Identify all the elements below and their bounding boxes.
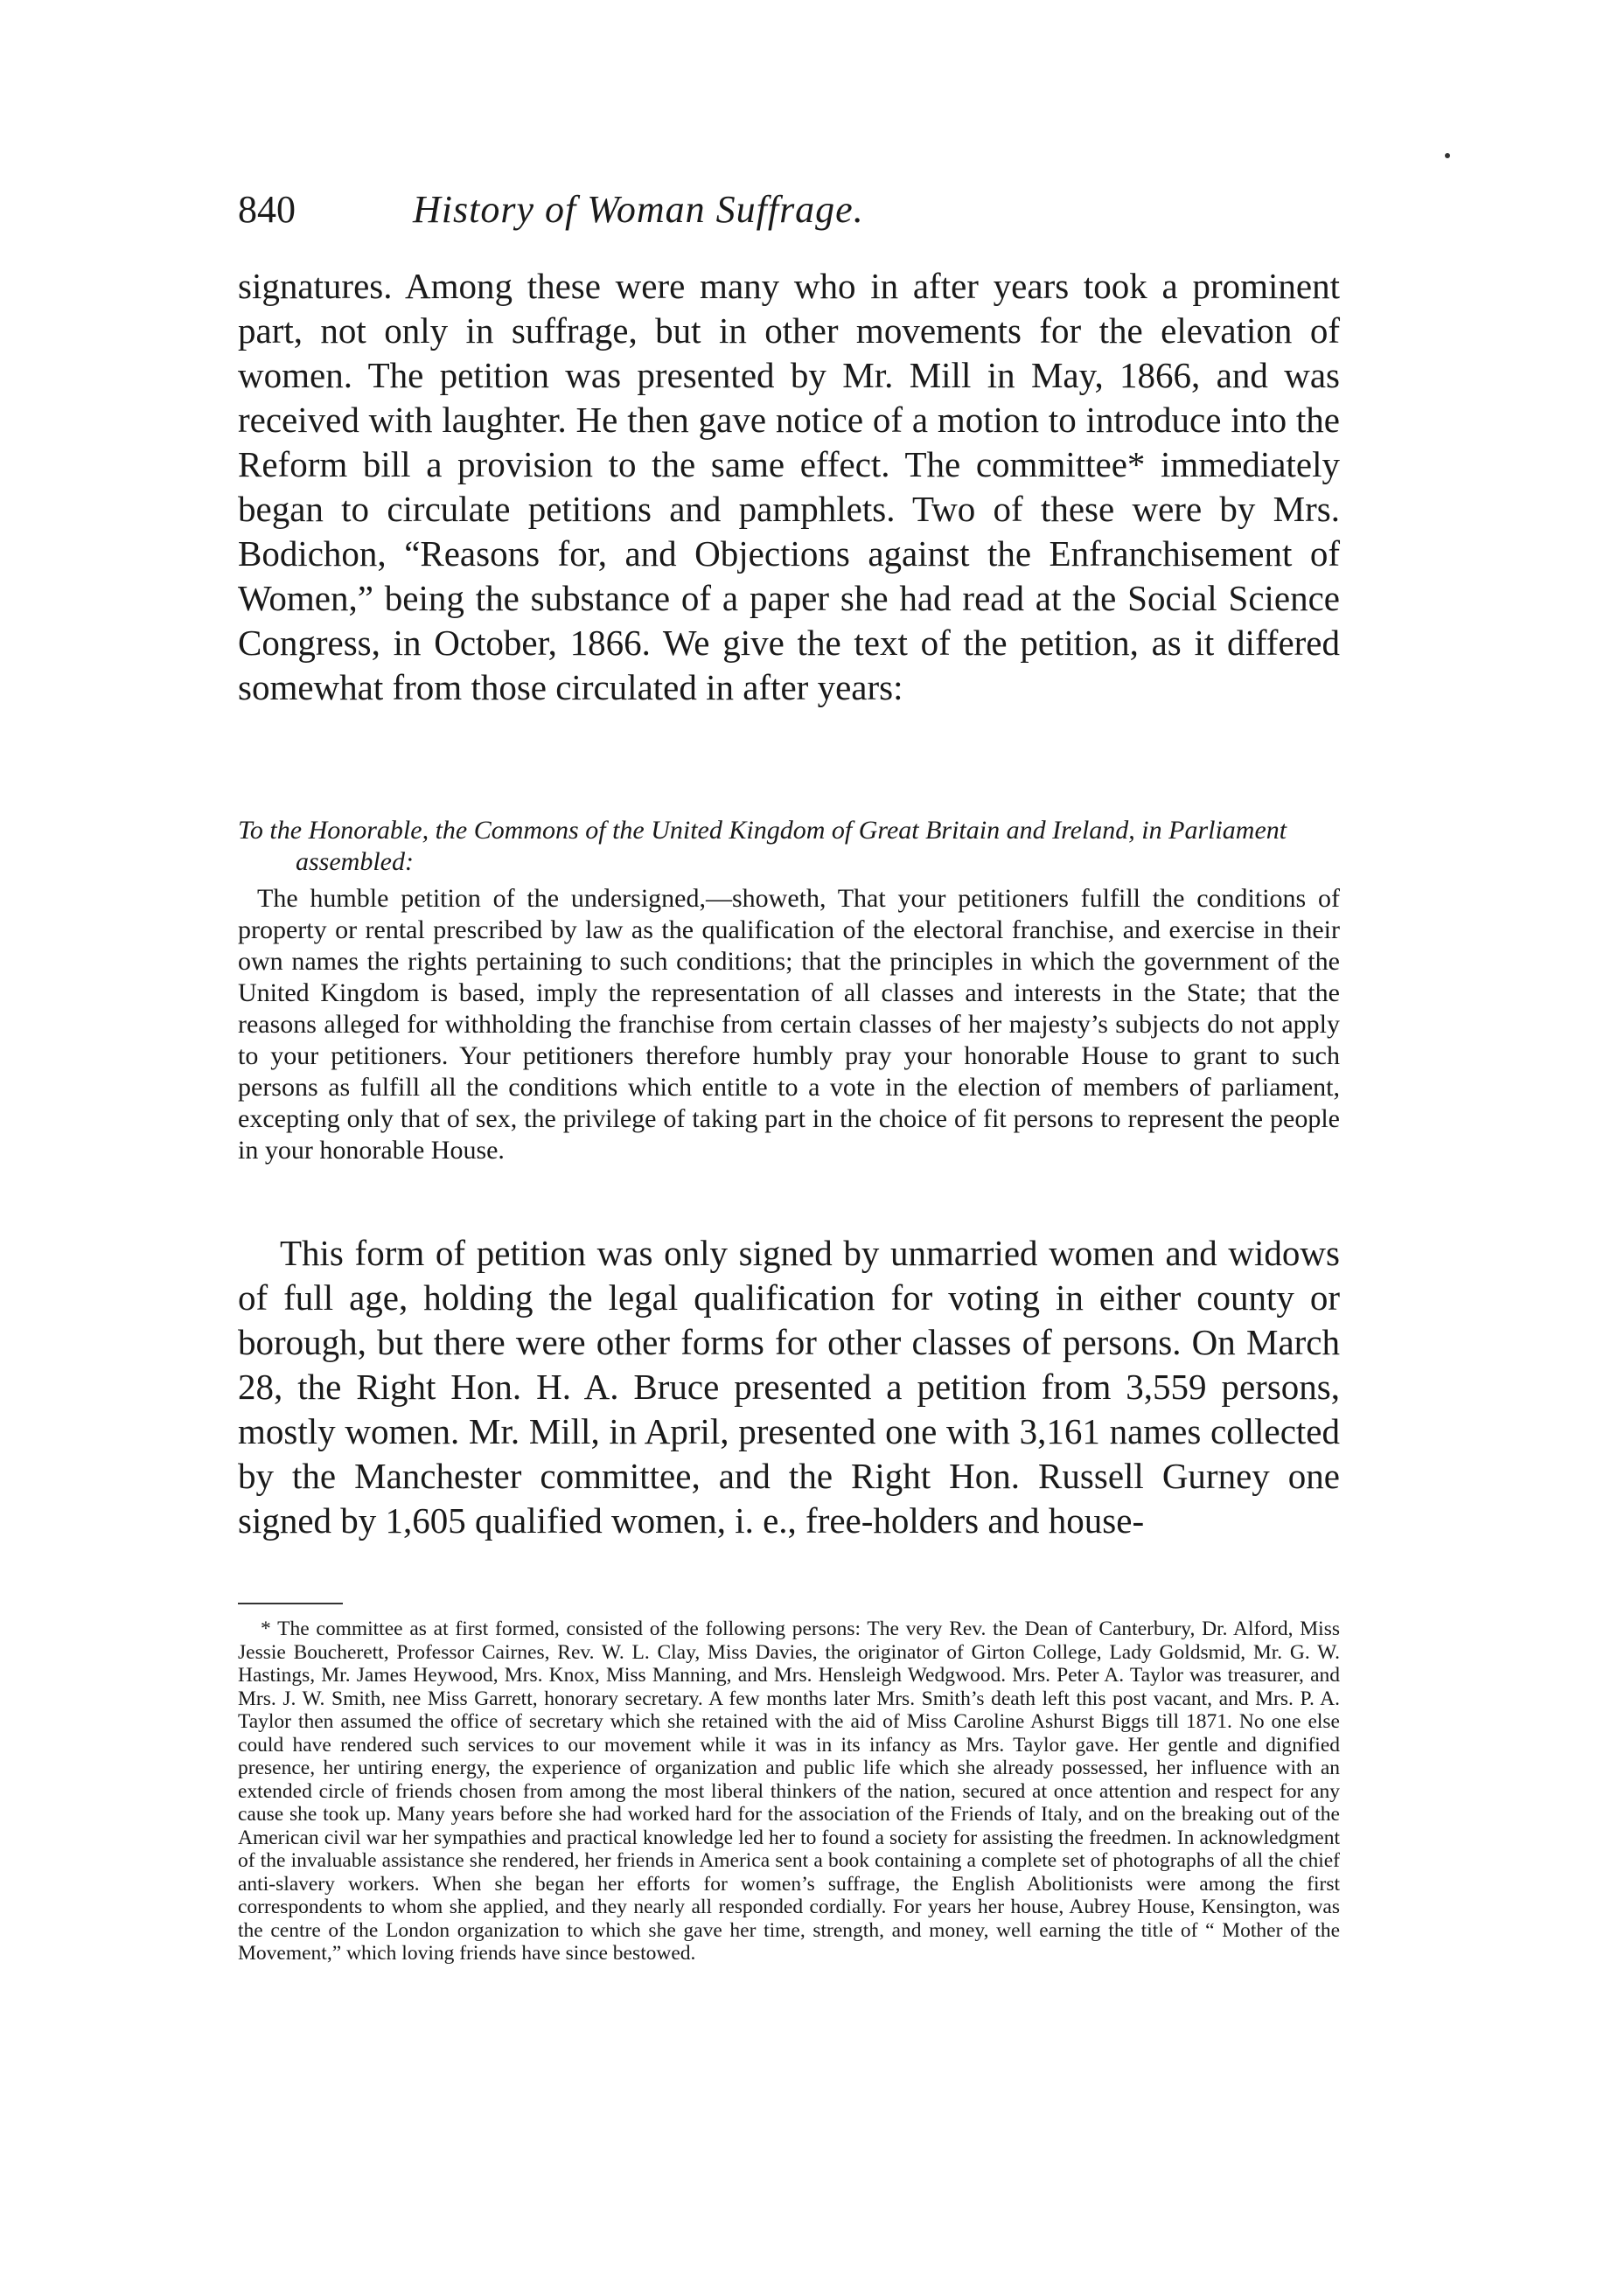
footnote-rule [238, 1603, 343, 1604]
page-number: 840 [238, 188, 296, 231]
running-title: History of Woman Suffrage. [413, 188, 864, 231]
petition-body: The humble petition of the undersigned,—showeth, That your petitioners fulfill the conditions of property or rental prescribed by law as the qualification of the electoral franchise, and exercise in their own names the rights pertaining to such conditions; that the principles in which the government of the United Kingdom is based, imply the representation of all classes and interests in the State; that the reasons alleged for withholding the franchise from certain classes of her majesty’s subjects do not apply to your petitioners. Your petitioners therefore humbly pray your honorable House to grant to such persons as fulfill all the conditions which entitle to a vote in the election of members of parliament, excepting only that of sex, the privilege of taking part in the choice of fit persons to represent the people in your honorable House. [238, 884, 1340, 1165]
page-speck [1445, 153, 1450, 158]
running-head [238, 182, 1340, 238]
petition-address: To the Honorable, the Commons of the United Kingdom of Great Britain and Ireland, in Parliament assembled: [238, 816, 1287, 876]
opening-paragraph: signatures. Among these were many who in after years took a prominent part, not only in suffrage, but in other movements for the elevation of women. The petition was presented by Mr. Mill in May, 1866, and was received with laughter. He then gave notice of a motion to introduce into the Reform bill a provision to the same effect. The committee* immediately began to circulate petitions and pamphlets. Two of these were by Mrs. Bodichon, “Reasons for, and Objections against the Enfranchisement of Women,” being the substance of a paper she had read at the Social Science Congress, in October, 1866. We give the text of the petition, as it differed somewhat from those circulated in after years: [238, 266, 1340, 707]
footnote: * The committee as at first formed, consisted of the following persons: The very Rev. the Dean of Canterbury, Dr. Alford, Miss Jessie Boucherett, Professor Cairnes, Rev. W. L. Clay, Miss Davies, the originator of Girton College, Lady Goldsmid, Mr. G. W. Hastings, Mr. James Heywood, Mrs. Knox, Miss Manning, and Mrs. Hensleigh Wedgwood. Mrs. Peter A. Taylor was treasurer, and Mrs. J. W. Smith, nee Miss Garrett, honorary secretary. A few months later Mrs. Smith’s death left this post vacant, and Mrs. P. A. Taylor then assumed the office of secretary which she retained with the aid of Miss Caroline Ashurst Biggs till 1871. No one else could have rendered such services to our movement while it was in its infancy as Mrs. Taylor gave. Her gentle and dignified presence, her untiring energy, the experience of organization and public life which she already possessed, her influence with an extended circle of friends chosen from among the most liberal thinkers of the nation, secured at once attention and respect for any cause she took up. Many years before she had worked hard for the association of the Friends of Italy, and on the breaking out of the American civil war her sympathies and practical knowledge led her to found a society for assisting the freedmen. In acknowledgment of the invaluable assistance she rendered, her friends in America sent a book containing a complete set of photographs of all the chief anti-slavery workers. When she began her efforts for women’s suffrage, the English Abolitionists were among the first correspondents to whom she applied, and they nearly all responded cordially. For years her house, Aubrey House, Kensington, was the centre of the London organization to which she gave her time, strength, and money, well earning the title of “ Mother of the Movement,” which loving friends have since bestowed. [238, 1618, 1340, 1965]
continuation-paragraph: This form of petition was only signed by unmarried women and widows of full age, holding the legal qualification for voting in either county or borough, but there were other forms for other classes of persons. On March 28, the Right Hon. H. A. Bruce presented a petition from 3,559 persons, mostly women. Mr. Mill, in April, presented one with 3,161 names collected by the Manchester committee, and the Right Hon. Russell Gurney one signed by 1,605 qualified women, i. e., free-holders and house- [238, 1233, 1340, 1541]
